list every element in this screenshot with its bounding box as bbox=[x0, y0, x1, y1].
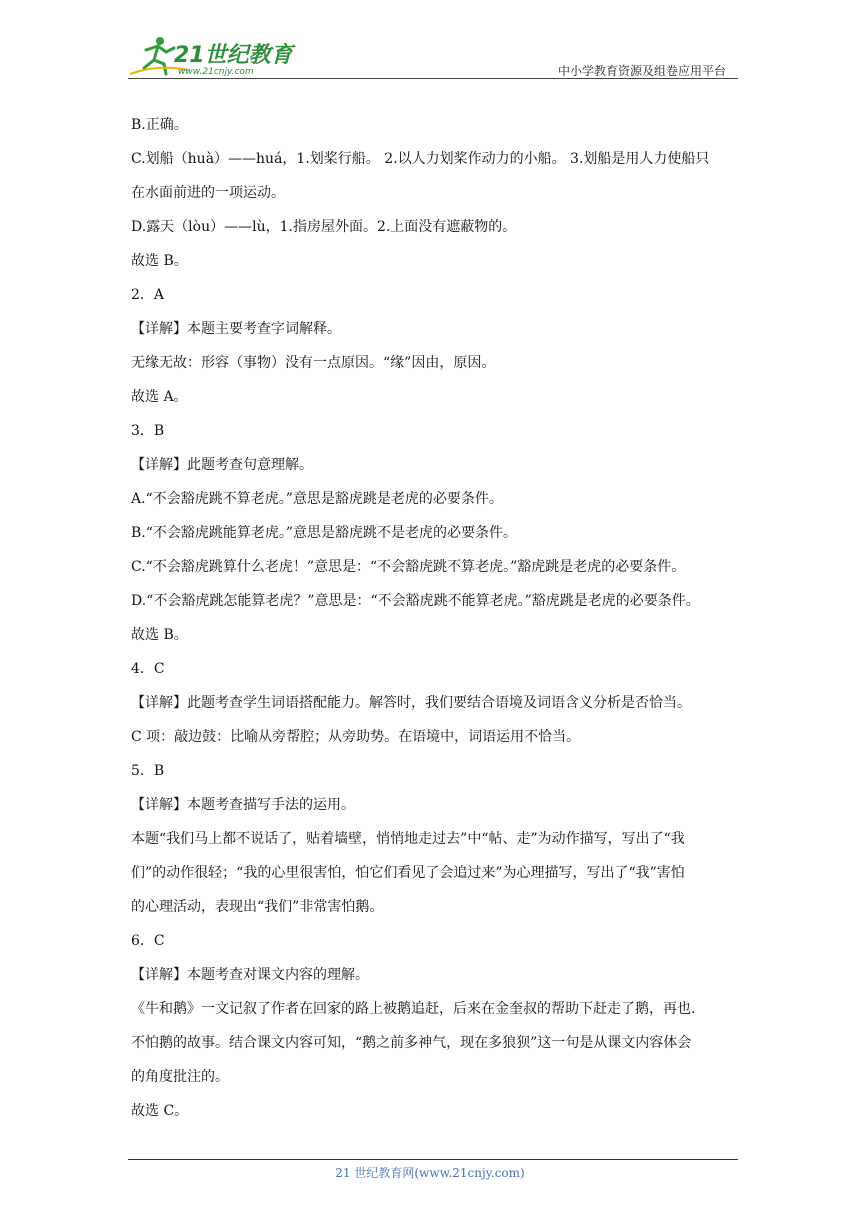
svg-text:www.21cnjy.com: www.21cnjy.com bbox=[178, 67, 254, 77]
text-line: 《牛和鹅》一文记叙了作者在回家的路上被鹅追赶，后来在金奎叔的帮助下赶走了鹅，再也. bbox=[131, 1001, 696, 1017]
text-line: 故选 C。 bbox=[131, 1103, 189, 1119]
text-line: 本题“我们马上都不说话了，贴着墙壁，悄悄地走过去”中“帖、走”为动作描写，写出了“我 bbox=[131, 831, 685, 847]
text-line: 不怕鹅的故事。结合课文内容可知，“鹅之前多神气，现在多狼狈”这一句是从课文内容体会 bbox=[131, 1035, 692, 1051]
header-divider bbox=[128, 78, 738, 79]
text-line: D.“不会豁虎跳怎能算老虎？”意思是：“不会豁虎跳不能算老虎。”豁虎跳是老虎的必要条件。 bbox=[131, 593, 700, 609]
document-body bbox=[131, 108, 731, 1128]
text-line: 【详解】此题考查学生词语搭配能力。解答时，我们要结合语境及词语含义分析是否恰当。 bbox=[131, 695, 691, 711]
text-line: C.“不会豁虎跳算什么老虎！”意思是：“不会豁虎跳不算老虎。”豁虎跳是老虎的必要条件。 bbox=[131, 559, 686, 575]
answer-number: 2．A bbox=[131, 287, 165, 303]
text-line: 【详解】本题主要考查字词解释。 bbox=[131, 321, 341, 337]
text-line: C 项：敲边鼓：比喻从旁帮腔；从旁助势。在语境中，词语运用不恰当。 bbox=[131, 729, 581, 745]
text-line: B.“不会豁虎跳能算老虎。”意思是豁虎跳不是老虎的必要条件。 bbox=[131, 525, 518, 541]
text-line: 的角度批注的。 bbox=[131, 1069, 229, 1085]
text-line: 无缘无故：形容（事物）没有一点原因。“缘”因由，原因。 bbox=[131, 355, 496, 371]
text-line: 【详解】本题考查对课文内容的理解。 bbox=[131, 967, 369, 983]
text-line: A.“不会豁虎跳不算老虎。”意思是豁虎跳是老虎的必要条件。 bbox=[131, 491, 503, 507]
text-line: B.正确。 bbox=[131, 117, 188, 133]
answer-number: 6．C bbox=[131, 933, 165, 949]
text-line: 在水面前进的一项运动。 bbox=[131, 185, 285, 201]
text-line: 故选 A。 bbox=[131, 389, 188, 405]
text-line: 故选 B。 bbox=[131, 253, 188, 269]
answer-number: 4．C bbox=[131, 661, 165, 677]
page-header bbox=[128, 34, 738, 80]
text-line: 故选 B。 bbox=[131, 627, 188, 643]
answer-number: 5．B bbox=[131, 763, 165, 779]
site-logo bbox=[128, 34, 298, 78]
text-line: 【详解】本题考查描写手法的运用。 bbox=[131, 797, 355, 813]
header-tagline: 中小学教育资源及组卷应用平台 bbox=[557, 64, 726, 78]
text-line: 们”的动作很轻；“我的心里很害怕，怕它们看见了会追过来”为心理描写，写出了“我”害怕 bbox=[131, 865, 685, 881]
svg-text:21世纪教育: 21世纪教育 bbox=[174, 43, 293, 68]
text-line: C.划船（huà）——huá，1.划桨行船。 2.以人力划桨作动力的小船。 3.划船是用人力使船只 bbox=[131, 151, 710, 167]
text-line: 【详解】此题考查句意理解。 bbox=[131, 457, 313, 473]
page-footer: 21 世纪教育网(www.21cnjy.com) bbox=[335, 1166, 525, 1180]
text-line: D.露天（lòu）——lù，1.指房屋外面。2.上面没有遮蔽物的。 bbox=[131, 219, 517, 235]
text-line: 的心理活动，表现出“我们”非常害怕鹅。 bbox=[131, 899, 384, 915]
footer-divider bbox=[128, 1159, 738, 1160]
answer-number: 3．B bbox=[131, 423, 165, 439]
